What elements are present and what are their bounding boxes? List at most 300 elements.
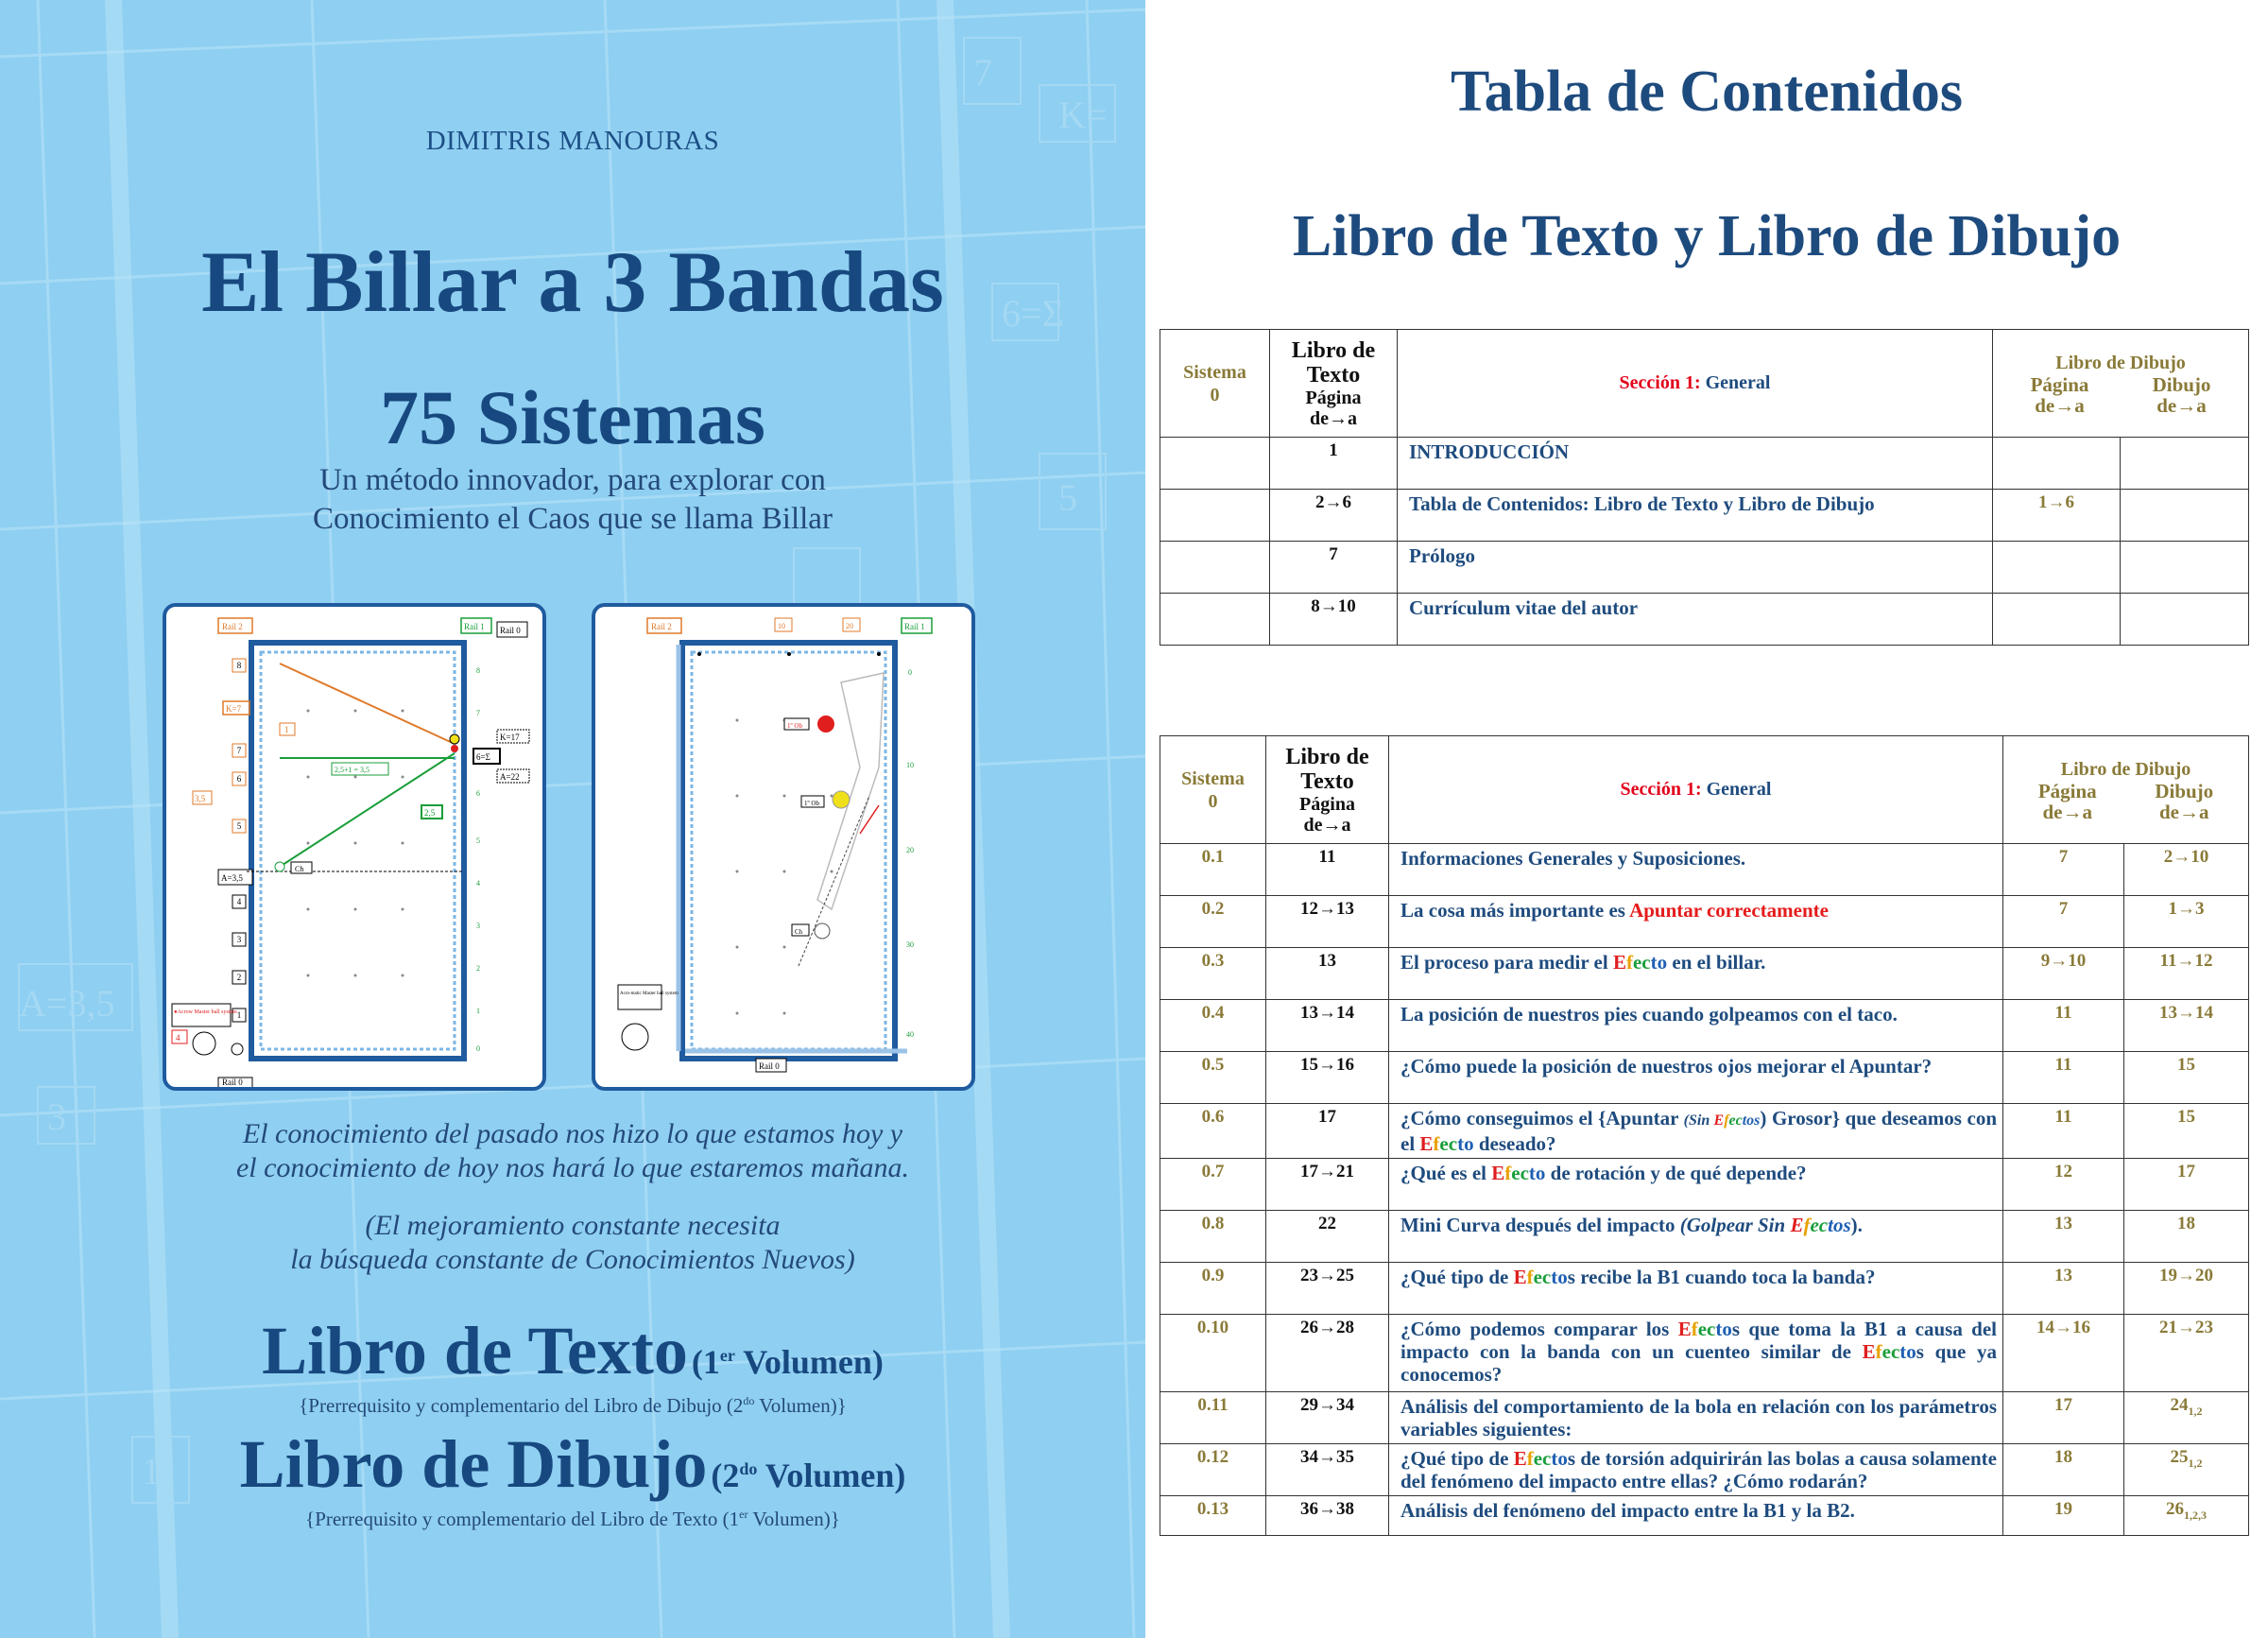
- header-lt-2: Texto: [1306, 362, 1361, 388]
- cell-ld-page: [1993, 594, 2121, 646]
- d1-a35: A=3,5: [221, 873, 243, 883]
- efecto-letter: ec: [1533, 1447, 1552, 1470]
- header-sistema: [1160, 736, 1266, 844]
- efecto-letter: tos: [1742, 1112, 1761, 1129]
- description-part: s de torsión adquirirán las bolas a causa solamente del fenómeno del impacto entre ellas? ¿Cómo rodarán?: [1400, 1447, 1997, 1492]
- table-header-row: [1160, 330, 2249, 438]
- efecto-letter: f: [1433, 1132, 1440, 1155]
- cell-sistema: 0.2: [1160, 896, 1266, 948]
- header-sistema-label: Sistema: [1181, 767, 1245, 789]
- table-row: [1160, 844, 2249, 896]
- cell-ld-page: 7: [2003, 896, 2124, 948]
- description-part: s que ya conocemos?: [1400, 1340, 1997, 1386]
- cell-ld-page: 19: [2003, 1496, 2124, 1536]
- quote-line-4: la búsqueda constante de Conocimientos Nuevos): [290, 1244, 855, 1275]
- d1-left-num: 6: [236, 774, 242, 784]
- efecto-letter: to: [1715, 1318, 1732, 1340]
- cell-ld-page: 7: [2003, 844, 2124, 896]
- header-lt-1: Libro de: [1291, 337, 1376, 363]
- efecto-letter: E: [1862, 1340, 1876, 1363]
- table-row: [1160, 1159, 2249, 1211]
- efecto-word: [1863, 1340, 1916, 1363]
- cell-ld-drawing: [2124, 1104, 2249, 1159]
- efecto-letter: f: [1504, 1162, 1512, 1184]
- cell-ld-drawing: [2124, 1496, 2249, 1536]
- cell-sistema: 0.9: [1160, 1263, 1266, 1315]
- cell-sistema: 0.8: [1160, 1211, 1266, 1263]
- cell-sistema: 0.7: [1160, 1159, 1266, 1211]
- d1-v1: 1: [284, 725, 289, 734]
- cell-sistema: 0.6: [1160, 1104, 1266, 1159]
- efecto-letter: E: [1419, 1132, 1434, 1155]
- d2-rail-2: Rail 2: [651, 622, 672, 631]
- toc-table-intro: [1160, 329, 2249, 646]
- efecto-word: [1678, 1318, 1732, 1340]
- efecto-letter: f: [1526, 1447, 1534, 1470]
- drawing-range: 24: [2170, 1395, 2189, 1415]
- d2-right-num: 20: [906, 846, 914, 854]
- description-part: Mini Curva después del impacto: [1400, 1214, 1680, 1236]
- toc-subtitle: Libro de Texto y Libro de Dibujo: [1292, 204, 2122, 268]
- table-of-contents-page: [1145, 0, 2268, 1638]
- d1-v35: 3,5: [195, 794, 206, 803]
- header-section: [1389, 736, 2003, 844]
- description-part: (Sin: [1683, 1112, 1714, 1129]
- d2-ball-1-label: 1º Ob: [787, 722, 802, 730]
- cell-description: [1389, 1211, 2003, 1263]
- cell-description: [1389, 1315, 2003, 1392]
- cell-description: Informaciones Generales y Suposiciones.: [1389, 844, 2003, 896]
- volume-1-prereq: [0, 1394, 1145, 1418]
- table-row: [1160, 1211, 2249, 1263]
- header-section-label: Sección 1:: [1620, 779, 1702, 800]
- efecto-letter: f: [1724, 1112, 1729, 1129]
- table-row: [1160, 1392, 2249, 1444]
- d1-left-num: 7: [236, 746, 242, 755]
- description-part: (Golpear Sin: [1679, 1214, 1791, 1236]
- d1-rail-0-bottom: Rail 0: [222, 1078, 243, 1087]
- cell-description: ¿Cómo puede la posición de nuestros ojos mejorar el Apuntar?: [1389, 1052, 2003, 1104]
- efecto-letter: to: [1650, 951, 1668, 974]
- d2-right-num: 40: [906, 1030, 914, 1039]
- volume-1-tag-sup: er: [719, 1346, 735, 1365]
- efecto-letter: E: [1713, 1112, 1725, 1129]
- header-ld-title: Libro de Dibujo: [2060, 758, 2191, 780]
- efecto-letter: ec: [1511, 1162, 1529, 1184]
- cell-ld-page: 11: [2003, 1000, 2124, 1052]
- toc-table-section-1: [1160, 735, 2249, 1536]
- volume-2-heading: [0, 1425, 1145, 1504]
- efecto-letter: to: [1551, 1266, 1568, 1288]
- volume-2-tag-end: Volumen): [757, 1457, 906, 1494]
- cell-lt-page: 11: [1266, 844, 1389, 896]
- d1-left-num: 1: [236, 1010, 242, 1020]
- table-row: [1160, 948, 2249, 1000]
- cell-ld-drawing: [2124, 1211, 2249, 1263]
- efecto-letter: to: [1457, 1132, 1474, 1155]
- cell-sistema: 0.3: [1160, 948, 1266, 1000]
- d1-right-num: 7: [476, 709, 480, 717]
- table-header-row: [1160, 736, 2249, 844]
- toc-title: Tabla de Contenidos: [1450, 60, 1964, 124]
- header-ld-title: Libro de Dibujo: [2055, 352, 2186, 373]
- cell-sistema: [1160, 594, 1270, 646]
- cell-lt-page: 17: [1266, 1104, 1389, 1159]
- cover-author: DIMITRIS MANOURAS: [425, 126, 720, 156]
- drawing-range: 26: [2166, 1499, 2184, 1519]
- drawing-subscript: 1,2: [2188, 1456, 2203, 1470]
- header-lt-3: Página: [1305, 387, 1362, 408]
- cover-tagline: [0, 461, 1145, 539]
- volume-2-prereq-sup: er: [739, 1508, 748, 1521]
- description-part: ¿Cómo podemos comparar los: [1400, 1318, 1678, 1340]
- cell-description: [1389, 1444, 2003, 1496]
- efecto-letter: to: [1551, 1447, 1568, 1470]
- d1-rail-1: Rail 1: [464, 622, 485, 631]
- cell-ld-drawing: [2124, 1000, 2249, 1052]
- cell-ld-drawing: [2121, 438, 2249, 490]
- description-part: El proceso para medir el: [1400, 951, 1613, 974]
- volume-2-tag: (2: [711, 1457, 740, 1494]
- table-row: [1160, 1263, 2249, 1315]
- cell-description: [1389, 896, 2003, 948]
- cell-ld-page: 1→6: [1993, 490, 2121, 542]
- header-ld-dibujo: Dibujo: [2155, 779, 2214, 802]
- description-part: ).: [1850, 1214, 1863, 1236]
- cell-ld-page: 11: [2003, 1052, 2124, 1104]
- svg-text:7: 7: [973, 51, 992, 94]
- description-part: ¿Cómo conseguimos el {Apuntar: [1400, 1107, 1684, 1129]
- efecto-letter: E: [1513, 1447, 1527, 1470]
- header-section-label: Sección 1:: [1619, 372, 1701, 393]
- cell-ld-page: 12: [2003, 1159, 2124, 1211]
- cover-quote: [0, 1117, 1145, 1185]
- efecto-word: [1714, 1112, 1761, 1129]
- efecto-letter: f: [1803, 1214, 1811, 1236]
- d1-right-num: 4: [476, 879, 480, 888]
- cell-lt-page: 15→16: [1266, 1052, 1389, 1104]
- drawing-subscript: 1,2,3: [2184, 1508, 2207, 1522]
- d1-expr: 2,5+1 = 3,5: [335, 766, 370, 774]
- efecto-letter: tos: [1828, 1214, 1851, 1236]
- cell-sistema: [1160, 490, 1270, 542]
- d2-ball-3-label: Ch: [795, 928, 803, 936]
- cell-ld-drawing: [2121, 542, 2249, 594]
- efecto-letter: f: [1526, 1266, 1534, 1288]
- header-lt-1: Libro de: [1285, 744, 1369, 769]
- d2-legend: Acro-matic Master ball system: [620, 991, 679, 996]
- description-part: s que toma la B1 a causa del impacto con la banda con un cuenteo similar de: [1400, 1318, 1998, 1363]
- d2-top-10: 10: [778, 622, 785, 630]
- efecto-letter: f: [1691, 1318, 1698, 1340]
- header-lt-4: de→a: [1303, 814, 1351, 836]
- description-italic: [1680, 1214, 1851, 1236]
- diagram-panel-1: [163, 603, 546, 1091]
- header-section-name: General: [1706, 779, 1772, 800]
- cell-lt-page: 12→13: [1266, 896, 1389, 948]
- cell-sistema: 0.12: [1160, 1444, 1266, 1496]
- table-row: [1160, 1000, 2249, 1052]
- quote-line-1: El conocimiento del pasado nos hizo lo que estamos hoy y: [242, 1118, 903, 1149]
- volume-1-prereq-end: Volumen)}: [754, 1394, 847, 1417]
- header-sistema: [1160, 330, 1270, 438]
- table-row: [1160, 490, 2249, 542]
- d1-left-num: 2: [236, 973, 242, 982]
- efecto-letter: f: [1875, 1340, 1882, 1363]
- header-libro-texto: [1270, 330, 1398, 438]
- drawing-range: 1→3: [2168, 899, 2205, 919]
- cell-description: INTRODUCCIÓN: [1398, 438, 1993, 490]
- volume-1-prereq-text: {Prerrequisito y complementario del Libro de Dibujo (2: [299, 1394, 744, 1417]
- drawing-range: 21→23: [2159, 1318, 2213, 1337]
- header-lt-3: Página: [1299, 793, 1355, 815]
- cell-lt-page: 34→35: [1266, 1444, 1389, 1496]
- description-part: de rotación y de qué depende?: [1545, 1162, 1807, 1184]
- header-sistema-num: 0: [1208, 790, 1218, 812]
- drawing-range: 25: [2170, 1447, 2189, 1467]
- volume-2-tag-sup: do: [739, 1459, 758, 1478]
- efecto-letter: ec: [1439, 1132, 1458, 1155]
- description-part: ) Grosor} que deseamos con el: [1400, 1107, 1998, 1155]
- cell-sistema: 0.13: [1160, 1496, 1266, 1536]
- d1-right-num: 8: [476, 666, 480, 675]
- drawing-subscript: 1,2: [2188, 1404, 2203, 1418]
- cell-ld-page: 11: [2003, 1104, 2124, 1159]
- billiard-diagram-1: [166, 607, 542, 1087]
- cell-ld-page: 14→16: [2003, 1315, 2124, 1392]
- cell-sistema: 0.4: [1160, 1000, 1266, 1052]
- cell-ld-drawing: [2124, 896, 2249, 948]
- tagline-line-1: Un método innovador, para explorar con: [319, 463, 826, 497]
- description-italic: [1684, 1112, 1761, 1129]
- cell-lt-page: 2→6: [1270, 490, 1398, 542]
- cell-ld-drawing: [2124, 1392, 2249, 1444]
- drawing-range: 15: [2177, 1055, 2195, 1075]
- d1-legend-num: 4: [176, 1033, 180, 1043]
- description-part: Apuntar correctamente: [1629, 899, 1829, 922]
- cell-description: [1389, 1104, 2003, 1159]
- svg-text:5: 5: [1058, 476, 1077, 519]
- volume-1-tag-end: Volumen): [734, 1343, 884, 1381]
- d1-right-num: 5: [476, 836, 480, 845]
- header-ld-dibujo: Dibujo: [2152, 372, 2211, 396]
- cell-lt-page: 17→21: [1266, 1159, 1389, 1211]
- cell-lt-page: 1: [1270, 438, 1398, 490]
- volume-2-title: Libro de Dibujo: [239, 1426, 708, 1502]
- cell-lt-page: 7: [1270, 542, 1398, 594]
- efecto-word: [1419, 1132, 1473, 1155]
- d1-six-sigma: 6=Σ: [476, 752, 490, 762]
- cell-ld-drawing: [2124, 844, 2249, 896]
- header-ld-pagina: Página: [2037, 779, 2097, 802]
- d2-ball-2-label: 1º Ob: [804, 800, 819, 807]
- d1-legend: ●Acrow Master ball system: [174, 1009, 237, 1015]
- tagline-line-2: Conocimiento el Caos que se llama Billar: [313, 502, 833, 536]
- table-row: [1160, 1315, 2249, 1392]
- d2-right-num: 30: [906, 940, 914, 949]
- volume-2-prereq-text: {Prerrequisito y complementario del Libro de Texto (1: [305, 1508, 740, 1530]
- d1-left-num: 4: [236, 897, 242, 906]
- efecto-letter: E: [1790, 1214, 1804, 1236]
- cell-description: Tabla de Contenidos: Libro de Texto y Libro de Dibujo: [1398, 490, 1993, 542]
- d1-right-num: 1: [476, 1007, 480, 1015]
- header-libro-texto: [1266, 736, 1389, 844]
- efecto-letter: ec: [1697, 1318, 1716, 1340]
- efecto-word: [1790, 1214, 1850, 1236]
- cell-ld-page: 9→10: [2003, 948, 2124, 1000]
- table-row: [1160, 896, 2249, 948]
- cell-description: Análisis del fenómeno del impacto entre la B1 y la B2.: [1389, 1496, 2003, 1536]
- cell-sistema: [1160, 542, 1270, 594]
- header-ld-dea-2: de→a: [2159, 800, 2209, 823]
- cell-ld-drawing: [2124, 1263, 2249, 1315]
- table-row: [1160, 542, 2249, 594]
- drawing-range: 11→12: [2159, 951, 2213, 971]
- cell-ld-page: [1993, 438, 2121, 490]
- d2-right-num: 0: [908, 668, 912, 677]
- svg-text:1: 1: [142, 1450, 161, 1492]
- cell-sistema: 0.11: [1160, 1392, 1266, 1444]
- d1-left-num: 8: [236, 661, 242, 670]
- d1-left-num: 5: [236, 821, 242, 831]
- header-lt-2: Texto: [1300, 768, 1354, 794]
- cell-ld-drawing: [2124, 1052, 2249, 1104]
- d2-right-num: 10: [906, 761, 914, 769]
- volume-1-heading: [0, 1312, 1145, 1390]
- quote-line-3: (El mejoramiento constante necesita: [365, 1210, 781, 1241]
- table-row: [1160, 1444, 2249, 1496]
- cell-ld-drawing: [2124, 1159, 2249, 1211]
- cell-sistema: 0.5: [1160, 1052, 1266, 1104]
- cell-description: Análisis del comportamiento de la bola en relación con los parámetros variables siguientes:: [1389, 1392, 2003, 1444]
- cover-quote-2: [0, 1209, 1145, 1277]
- description-part: s recibe la B1 cuando toca la banda?: [1567, 1266, 1876, 1288]
- cell-ld-page: 13: [2003, 1211, 2124, 1263]
- cell-description: Currículum vitae del autor: [1398, 594, 1993, 646]
- d1-ch: Ch: [295, 865, 304, 873]
- d1-v25: 2,5: [424, 808, 436, 818]
- cell-lt-page: 22: [1266, 1211, 1389, 1263]
- cover-subtitle: 75 Sistemas: [380, 374, 765, 460]
- table-row: [1160, 1496, 2249, 1536]
- header-ld-dea-1: de→a: [2042, 800, 2092, 823]
- cell-lt-page: 23→25: [1266, 1263, 1389, 1315]
- description-part: en el billar.: [1667, 951, 1766, 974]
- d1-right-num: 6: [476, 789, 480, 798]
- header-section: [1398, 330, 1993, 438]
- d2-rail-1: Rail 1: [904, 622, 925, 631]
- drawing-range: 19→20: [2159, 1266, 2213, 1285]
- cell-ld-page: 13: [2003, 1263, 2124, 1315]
- cell-lt-page: 8→10: [1270, 594, 1398, 646]
- d1-right-num: 2: [476, 964, 480, 973]
- svg-text:K=: K=: [1058, 94, 1108, 136]
- cell-ld-drawing: [2121, 490, 2249, 542]
- cell-sistema: 0.1: [1160, 844, 1266, 896]
- header-ld-pagina: Página: [2030, 372, 2089, 396]
- d1-rail-2: Rail 2: [222, 622, 243, 631]
- table-row: [1160, 438, 2249, 490]
- efecto-letter: to: [1528, 1162, 1546, 1184]
- d2-rail-0: Rail 0: [759, 1061, 780, 1071]
- d1-rail-0-top: Rail 0: [500, 626, 521, 635]
- cell-lt-page: 13→14: [1266, 1000, 1389, 1052]
- description-part: ¿Qué tipo de: [1400, 1447, 1514, 1470]
- table-row: [1160, 1104, 2249, 1159]
- efecto-letter: ec: [1881, 1340, 1900, 1363]
- efecto-letter: f: [1625, 951, 1633, 974]
- volume-1-title: Libro de Texto: [262, 1313, 688, 1388]
- d1-right-num: 0: [476, 1044, 480, 1053]
- header-section-name: General: [1705, 372, 1771, 393]
- volume-2-prereq: [0, 1508, 1145, 1531]
- drawing-range: 13→14: [2159, 1003, 2213, 1023]
- description-part: ¿Qué tipo de: [1400, 1266, 1514, 1288]
- cell-sistema: [1160, 438, 1270, 490]
- cell-description: Prólogo: [1398, 542, 1993, 594]
- header-sistema-num: 0: [1210, 384, 1220, 405]
- cell-lt-page: 26→28: [1266, 1315, 1389, 1392]
- description-part: deseado?: [1473, 1132, 1556, 1155]
- efecto-letter: ec: [1810, 1214, 1829, 1236]
- svg-text:A=3,5: A=3,5: [19, 982, 115, 1025]
- description-part: ¿Qué es el: [1400, 1162, 1492, 1184]
- svg-text:3: 3: [47, 1095, 66, 1138]
- efecto-word: [1514, 1447, 1568, 1470]
- d1-left-num: 3: [236, 935, 242, 944]
- cover-title: El Billar a 3 Bandas: [201, 233, 944, 330]
- header-libro-dibujo: [2003, 736, 2249, 844]
- cell-ld-page: [1993, 542, 2121, 594]
- efecto-word: [1514, 1266, 1568, 1288]
- header-lt-4: de→a: [1310, 407, 1357, 429]
- efecto-letter: E: [1612, 951, 1626, 974]
- svg-text:6=Σ: 6=Σ: [1002, 292, 1064, 335]
- drawing-range: 15: [2177, 1107, 2195, 1127]
- cell-description: La posición de nuestros pies cuando golpeamos con el taco.: [1389, 1000, 2003, 1052]
- efecto-word: [1613, 951, 1667, 974]
- header-ld-dea-1: de→a: [2035, 393, 2085, 417]
- efecto-letter: E: [1677, 1318, 1692, 1340]
- drawing-range: 18: [2177, 1214, 2195, 1233]
- table-row: [1160, 1052, 2249, 1104]
- cell-lt-page: 29→34: [1266, 1392, 1389, 1444]
- d1-k17: K=17: [500, 733, 520, 742]
- cell-description: [1389, 1159, 2003, 1211]
- cell-description: [1389, 948, 2003, 1000]
- header-libro-dibujo: [1993, 330, 2249, 438]
- cell-lt-page: 13: [1266, 948, 1389, 1000]
- description-part: La cosa más importante es: [1400, 899, 1630, 922]
- volume-1-tag: (1: [691, 1343, 720, 1381]
- efecto-letter: E: [1513, 1266, 1527, 1288]
- cell-sistema: 0.10: [1160, 1315, 1266, 1392]
- cell-ld-page: 17: [2003, 1392, 2124, 1444]
- cell-lt-page: 36→38: [1266, 1496, 1389, 1536]
- cell-ld-drawing: [2124, 1315, 2249, 1392]
- efecto-letter: E: [1491, 1162, 1505, 1184]
- header-ld-dea-2: de→a: [2156, 393, 2207, 417]
- drawing-range: 17: [2177, 1162, 2195, 1181]
- table-row: [1160, 594, 2249, 646]
- header-sistema-label: Sistema: [1183, 361, 1246, 383]
- efecto-letter: ec: [1533, 1266, 1552, 1288]
- diagram-panel-2: [592, 603, 975, 1091]
- volume-2-prereq-end: Volumen)}: [747, 1508, 840, 1530]
- efecto-word: [1491, 1162, 1545, 1184]
- volume-1-prereq-sup: do: [743, 1394, 755, 1407]
- efecto-letter: to: [1899, 1340, 1916, 1363]
